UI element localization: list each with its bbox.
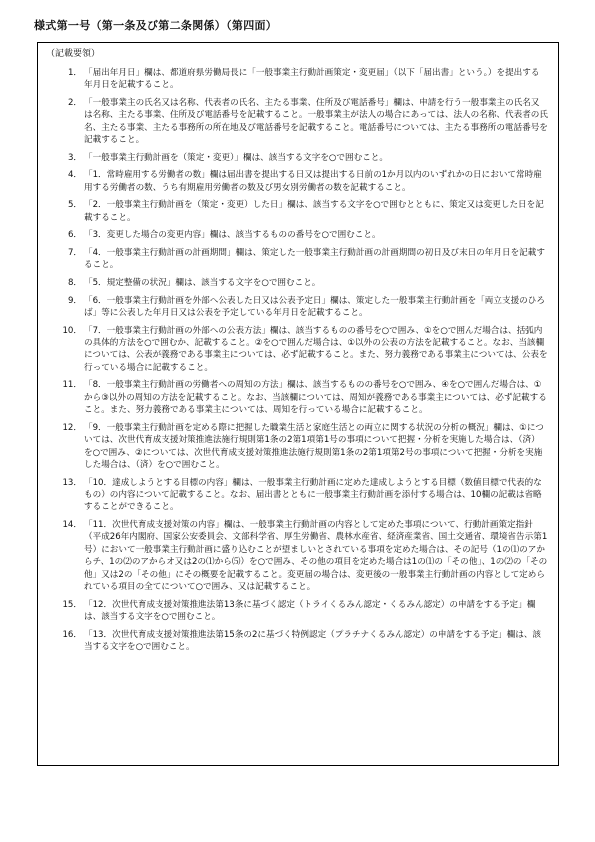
note-text: 「届出年月日」欄は、都道府県労働局長に「一般事業主行動計画策定・変更届」（以下「届出書」という。）を提出する年月日を記載すること。: [84, 68, 540, 91]
note-number: 8．: [67, 278, 82, 288]
note-text: 「5．規定整備の状況」欄は、該当する文字を○で囲むこと。: [84, 278, 321, 288]
note-text: 「一般事業主の氏名又は名称、代表者の氏名、主たる事業、住所及び電話番号」欄は、申請を行う一般事業主の氏名又は名称、主たる事業、住所及び電話番号を記載すること。一般事業主が法人の場合にあっては、法人の名称、代表者の氏名、主たる事業、主たる事務所の所在地及び電話番号を記載すること。電話番号については、主たる事務所の電話番号を記載すること。: [84, 98, 548, 146]
note-number: 12．: [62, 422, 82, 433]
note-number: 5．: [67, 200, 82, 211]
note-text: 「6．一般事業主行動計画を外部へ公表した日又は公表予定日」欄は、策定した一般事業主行動計画を「両立支援のひろば」等に公表した年月日又は公表を予定している年月日を記載すること。: [84, 295, 545, 318]
note-text: 「8．一般事業主行動計画の労働者への周知の方法」欄は、該当するものの番号を○で囲み、④を○で囲んだ場合は、①から③以外の周知の方法を記載すること。なお、当該欄については、周知が義務である事業主については、必ず記載すること。また、努力義務である事業主については、周知を行っている場合に記載すること。: [84, 380, 547, 416]
page-heading: 様式第一号（第一条及び第二条関係）（第四面）: [34, 19, 278, 32]
note-item: [38, 67, 558, 92]
notes-frame: [37, 42, 559, 766]
note-item: [38, 629, 558, 654]
note-item: [38, 229, 558, 241]
note-number: 10．: [62, 325, 82, 336]
note-text: 「一般事業主行動計画を（策定・変更）」欄は、該当する文字を○で囲むこと。: [84, 152, 388, 163]
note-text: 「9．一般事業主行動計画を定める際に把握した職業生活と家庭生活との両立に関する状況の分析の概況」欄は、①については、次世代育成支援対策推進法施行規則第1条の2第1項第1号の事項について把握・分析を実施した場合は、（済）を○で囲み、②については、次世代育成支援対策推進法施行規則第1条の2第1項第2号の事項について把握・分析を実施した場合は、（済）を○で囲むこと。: [84, 422, 544, 471]
note-text: 「1．常時雇用する労働者の数」欄は届出書を提出する日又は提出する日前の1か月以内のいずれかの日において常時雇用する労働者の数、うち有期雇用労働者の数及び男女別労働者の数を記載すること。: [84, 170, 542, 193]
note-item: [38, 277, 558, 289]
note-item: [38, 422, 558, 472]
note-text: 「7．一般事業主行動計画の外部への公表方法」欄は、該当するものの番号を○で囲み、①を○で囲んだ場合は、括弧内の具体的方法を○で囲むか、記載すること。②を○で囲んだ場合は、①以外の公表の方法を記載すること。なお、当該欄については、公表が義務である事業主については、必ず記載すること。また、努力義務である事業主については、公表を行っている場合に記載すること。: [84, 325, 548, 373]
note-number: 6．: [67, 230, 82, 241]
note-number: 14．: [62, 520, 82, 531]
note-item: [38, 169, 558, 194]
note-number: 4．: [67, 170, 82, 181]
note-text: 「11．次世代育成支援対策の内容」欄は、一般事業主行動計画の内容として定めた事項について、行動計画策定指針（平成26年内閣府、国家公安委員会、文部科学省、厚生労働省、農林水産省、経済産業省、国土交通省、環境省告示第1号）において一般事業主行動計画に盛り込むことが望ましいとされている事項を定めた場合は、その記号（1の⑴のアからチ、1の⑵のアからオ又は2の⑴から⑸）を○で囲み、その他の項目を定めた場合は1の⑴の「その他」、1の⑵の「その他」又は2の「その他」にその概要を記載すること。変更届の場合は、変更後の一般事業主行動計画の内容として定められている項目の全てについて○で囲み、又は記載すること。: [84, 520, 548, 593]
note-item: [38, 247, 558, 272]
note-item: [38, 519, 558, 593]
note-item: [38, 477, 558, 514]
note-item: [38, 97, 558, 147]
note-text: 「12．次世代育成支援対策推進法第13条に基づく認定（トライくるみん認定・くるみん認定）の申請をする予定」欄は、該当する文字を○で囲むこと。: [84, 599, 536, 623]
note-item: [38, 325, 558, 375]
note-text: 「2．一般事業主行動計画を（策定・変更）した日」欄は、該当する文字を○で囲むとともに、策定又は変更した日を記載すること。: [84, 200, 544, 223]
note-item: [38, 199, 558, 224]
note-number: 7．: [67, 248, 82, 258]
note-number: 11．: [62, 380, 82, 391]
note-text: 「10．達成しようとする目標の内容」欄は、一般事業主行動計画に定めた達成しようとする目標（数値目標で代表的なもの）の内容について記載すること。なお、届出書とともに一般事業主行動計画を添付する場合は、10欄の記載は省略することができること。: [84, 477, 542, 513]
note-text: 「13．次世代育成支援対策推進法第15条の2に基づく特例認定（プラチナくるみん認定）の申請をする予定」欄は、該当する文字を○で囲むこと。: [84, 629, 542, 653]
note-item: [38, 152, 558, 164]
note-number: 13．: [62, 477, 82, 488]
note-list: [38, 67, 558, 659]
note-number: 1．: [67, 68, 82, 78]
notes-title: （記載要領）: [46, 49, 101, 59]
note-number: 16．: [62, 629, 82, 640]
note-text: 「4．一般事業主行動計画の計画期間」欄は、策定した一般事業主行動計画の計画期間の初日及び末日の年月日を記載すること。: [84, 248, 545, 271]
note-number: 9．: [67, 295, 82, 306]
note-number: 3．: [67, 152, 82, 163]
note-text: 「3．変更した場合の変更内容」欄は、該当するものの番号を○で囲むこと。: [84, 230, 381, 241]
note-number: 15．: [62, 599, 82, 610]
note-item: [38, 379, 558, 416]
note-item: [38, 295, 558, 320]
note-number: 2．: [67, 98, 82, 108]
note-item: [38, 599, 558, 624]
